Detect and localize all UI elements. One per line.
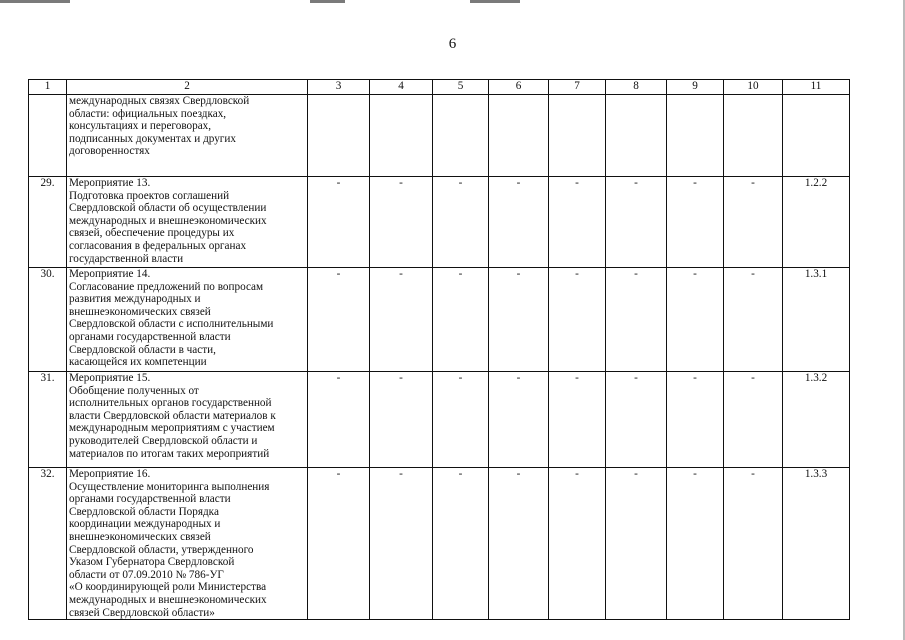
value-cell: - bbox=[433, 372, 489, 468]
column-number: 7 bbox=[549, 80, 606, 95]
value-cell: - bbox=[433, 468, 489, 620]
value-cell bbox=[549, 95, 606, 177]
value-cell: - bbox=[370, 177, 433, 268]
measures-table bbox=[28, 79, 850, 620]
goal-code bbox=[783, 95, 850, 177]
value-cell: - bbox=[370, 268, 433, 372]
value-cell: - bbox=[606, 268, 667, 372]
scan-edge-top bbox=[0, 0, 905, 3]
value-cell: - bbox=[489, 468, 549, 620]
measure-description: Мероприятие 16. Осуществление мониторинга выполнения органами государственной власти Свердловской области Порядка координации международных и внешнеэкономических связей Свердловской области, утвержденного Указом Губернатора Свердловской области от 07.09.2010 № 786-УГ «О координирующей роли Министерства международных и внешнеэкономических связей Свердловской области» bbox=[67, 468, 308, 620]
value-cell: - bbox=[549, 372, 606, 468]
table-row-continuation bbox=[29, 95, 850, 177]
value-cell bbox=[724, 95, 783, 177]
measure-description: Мероприятие 13. Подготовка проектов соглашений Свердловской области об осуществлении международных и внешнеэкономических связей, обеспечение процедуры их согласования в федеральных органах государственной власти bbox=[67, 177, 308, 268]
column-number: 9 bbox=[667, 80, 724, 95]
measure-description: Мероприятие 15. Обобщение полученных от исполнительных органов государственной власти Свердловской области материалов к международным мероприятиям с участием руководителей Свердловской области и материалов по итогам таких мероприятий bbox=[67, 372, 308, 468]
value-cell: - bbox=[549, 177, 606, 268]
row-number: 29. bbox=[29, 177, 67, 268]
table-row bbox=[29, 468, 850, 620]
value-cell: - bbox=[489, 177, 549, 268]
goal-code: 1.3.2 bbox=[783, 372, 850, 468]
value-cell: - bbox=[667, 468, 724, 620]
table-body bbox=[29, 80, 850, 620]
row-number: 30. bbox=[29, 268, 67, 372]
value-cell bbox=[308, 95, 370, 177]
value-cell: - bbox=[370, 468, 433, 620]
value-cell bbox=[433, 95, 489, 177]
value-cell: - bbox=[667, 372, 724, 468]
column-number: 3 bbox=[308, 80, 370, 95]
value-cell: - bbox=[724, 268, 783, 372]
value-cell: - bbox=[667, 268, 724, 372]
value-cell: - bbox=[606, 177, 667, 268]
value-cell: - bbox=[549, 468, 606, 620]
column-numbers-row bbox=[29, 80, 850, 95]
value-cell: - bbox=[308, 372, 370, 468]
value-cell: - bbox=[724, 468, 783, 620]
value-cell: - bbox=[549, 268, 606, 372]
table-row bbox=[29, 177, 850, 268]
value-cell bbox=[667, 95, 724, 177]
value-cell: - bbox=[606, 468, 667, 620]
value-cell bbox=[606, 95, 667, 177]
column-number: 6 bbox=[489, 80, 549, 95]
value-cell: - bbox=[489, 372, 549, 468]
table-row bbox=[29, 268, 850, 372]
value-cell: - bbox=[606, 372, 667, 468]
value-cell bbox=[370, 95, 433, 177]
measure-description: международных связях Свердловской области: официальных поездках, консультациях и переговорах, подписанных документах и других договоренностях bbox=[67, 95, 308, 177]
goal-code: 1.3.3 bbox=[783, 468, 850, 620]
value-cell: - bbox=[489, 268, 549, 372]
column-number: 2 bbox=[67, 80, 308, 95]
row-number bbox=[29, 95, 67, 177]
goal-code: 1.2.2 bbox=[783, 177, 850, 268]
column-number: 8 bbox=[606, 80, 667, 95]
column-number: 4 bbox=[370, 80, 433, 95]
value-cell bbox=[489, 95, 549, 177]
goal-code: 1.3.1 bbox=[783, 268, 850, 372]
value-cell: - bbox=[724, 372, 783, 468]
value-cell: - bbox=[433, 177, 489, 268]
column-number: 10 bbox=[724, 80, 783, 95]
value-cell: - bbox=[308, 177, 370, 268]
page-number: 6 bbox=[448, 36, 457, 52]
measure-description: Мероприятие 14. Согласование предложений по вопросам развития международных и внешнеэкономических связей Свердловской области с исполнительными органами государственной власти Свердловской области в части, касающейся их компетенции bbox=[67, 268, 308, 372]
value-cell: - bbox=[370, 372, 433, 468]
table-row bbox=[29, 372, 850, 468]
value-cell: - bbox=[433, 268, 489, 372]
column-number: 1 bbox=[29, 80, 67, 95]
row-number: 31. bbox=[29, 372, 67, 468]
value-cell: - bbox=[308, 268, 370, 372]
value-cell: - bbox=[667, 177, 724, 268]
column-number: 5 bbox=[433, 80, 489, 95]
value-cell: - bbox=[308, 468, 370, 620]
column-number: 11 bbox=[783, 80, 850, 95]
value-cell: - bbox=[724, 177, 783, 268]
row-number: 32. bbox=[29, 468, 67, 620]
